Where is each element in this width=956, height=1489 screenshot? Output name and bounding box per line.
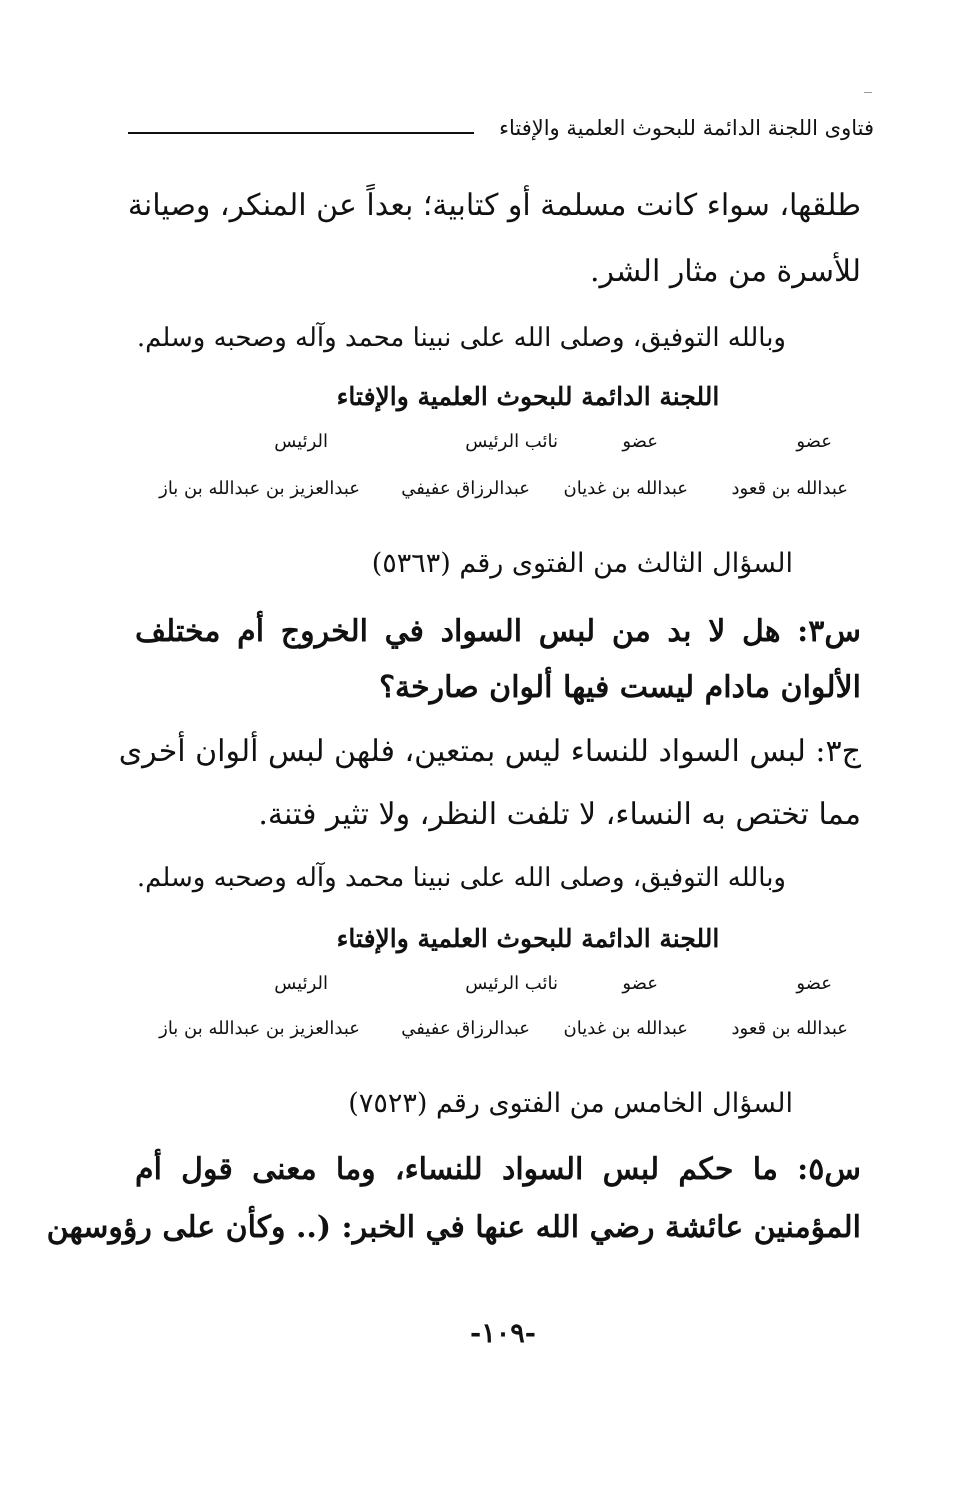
signatory-name: عبدالله بن غديان (563, 1018, 688, 1039)
header-title: فتاوى اللجنة الدائمة للبحوث العلمية والإفتاء (499, 116, 874, 140)
role-label: نائب الرئيس (465, 973, 558, 994)
page-number: -١٠٩- (470, 1318, 536, 1349)
role-label: نائب الرئيس (465, 431, 558, 452)
signature-roles-row (144, 972, 848, 996)
question-heading: السؤال الثالث من الفتوى رقم (٥٣٦٣) (371, 548, 793, 579)
running-header (128, 112, 874, 152)
closing-line: وبالله التوفيق، وصلى الله على نبينا محمد وآله وصحبه وسلم. (136, 323, 786, 353)
corner-mark (864, 92, 872, 93)
question-line: س٥: ما حكم لبس السواد للنساء، وما معنى قول أم (135, 1152, 861, 1187)
paragraph-line: طلقها، سواء كانت مسلمة أو كتابية؛ بعداً عن المنكر، وصيانة (127, 188, 861, 223)
signatory-name: عبدالله بن قعود (731, 1018, 848, 1039)
header-rule (128, 132, 474, 134)
role-label: عضو (622, 431, 658, 452)
signature-names-row (144, 477, 848, 501)
question-line: الألوان مادام ليست فيها ألوان صارخة؟ (379, 670, 861, 705)
paragraph-line: للأسرة من مثار الشر. (589, 254, 861, 289)
answer-line: مما تختص به النساء، لا تلفت النظر، ولا تثير فتنة. (258, 797, 861, 832)
signatory-name: عبدالعزيز بن عبدالله بن باز (159, 1018, 360, 1039)
closing-line: وبالله التوفيق، وصلى الله على نبينا محمد وآله وصحبه وسلم. (136, 863, 786, 893)
signatory-name: عبدالعزيز بن عبدالله بن باز (159, 478, 360, 499)
role-label: عضو (796, 431, 832, 452)
signatory-name: عبدالله بن قعود (731, 478, 848, 499)
signatory-name: عبدالرزاق عفيفي (401, 478, 530, 499)
role-label: عضو (796, 973, 832, 994)
role-label: عضو (622, 973, 658, 994)
committee-name: اللجنة الدائمة للبحوث العلمية والإفتاء (336, 382, 720, 411)
question-line: المؤمنين عائشة رضي الله عنها في الخبر: (.. وكأن على رؤوسهن (46, 1210, 861, 1245)
question-heading: السؤال الخامس من الفتوى رقم (٧٥٢٣) (348, 1088, 793, 1119)
signatory-name: عبدالرزاق عفيفي (401, 1018, 530, 1039)
question-line: س٣: هل لا بد من لبس السواد في الخروج أم مختلف (135, 614, 862, 649)
role-label: الرئيس (274, 973, 328, 994)
signatory-name: عبدالله بن غديان (563, 478, 688, 499)
role-label: الرئيس (274, 431, 328, 452)
signature-names-row (144, 1017, 848, 1041)
signature-roles-row (144, 430, 848, 454)
answer-line: ج٣: لبس السواد للنساء ليس بمتعين، فلهن لبس ألوان أخرى (118, 734, 861, 769)
committee-name: اللجنة الدائمة للبحوث العلمية والإفتاء (336, 924, 720, 953)
